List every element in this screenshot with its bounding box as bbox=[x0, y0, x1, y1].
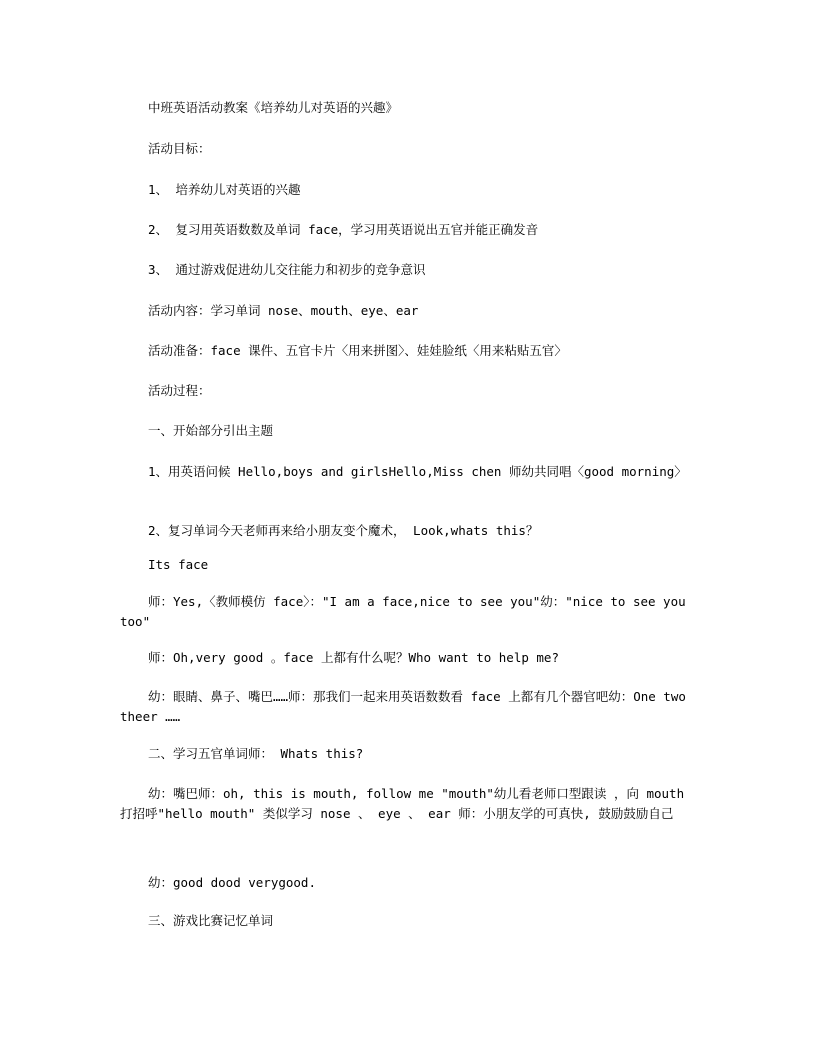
dialogue-line: 幼：嘴巴师：oh, this is mouth, follow me "mouth"幼儿看老师口型跟读 ，向 mouth 打招呼"hello mouth" 类似学习 nose 、 eye 、 ear 师：小朋友学的可真快, 鼓励鼓励自己 bbox=[120, 786, 692, 821]
dialogue-line: 师：Yes,〈教师模仿 face〉："I am a face,nice to see you"幼："nice to see you too" bbox=[120, 594, 694, 629]
section-heading: 活动目标： bbox=[148, 141, 211, 156]
content-line: 活动内容：学习单词 nose、mouth、eye、ear bbox=[148, 303, 419, 318]
goal-item: 2、 复习用英语数数及单词 face，学习用英语说出五官并能正确发音 bbox=[148, 222, 539, 237]
goal-item: 3、 通过游戏促进幼儿交往能力和初步的竞争意识 bbox=[148, 262, 426, 277]
document-title: 中班英语活动教案《培养幼儿对英语的兴趣》 bbox=[148, 100, 399, 115]
dialogue-line: 师：Oh,very good 。face 上都有什么呢？Who want to help me? bbox=[148, 650, 559, 665]
dialogue-line: 幼：眼睛、鼻子、嘴巴……师：那我们一起来用英语数数看 face 上都有几个器官吧幼：One two theer …… bbox=[120, 689, 694, 724]
preparation-line: 活动准备：face 课件、五官卡片〈用来拼图〉、娃娃脸纸〈用来粘贴五官〉 bbox=[148, 343, 567, 358]
part-heading: 一、开始部分引出主题 bbox=[148, 423, 274, 438]
part-heading: 三、游戏比赛记忆单词 bbox=[148, 913, 274, 928]
section-heading: 活动过程： bbox=[148, 383, 211, 398]
step-paragraph: 1、用英语问候 Hello,boys and girlsHello,Miss chen 师幼共同唱〈good morning〉 bbox=[148, 464, 687, 479]
dialogue-line: 幼：good dood verygood. bbox=[148, 875, 316, 890]
part-heading: 二、学习五官单词师： Whats this? bbox=[148, 746, 364, 761]
step-paragraph: 2、复习单词今天老师再来给小朋友变个魔术， Look,whats this？ bbox=[148, 523, 539, 538]
dialogue-line: Its face bbox=[148, 557, 209, 572]
goal-item: 1、 培养幼儿对英语的兴趣 bbox=[148, 182, 301, 197]
